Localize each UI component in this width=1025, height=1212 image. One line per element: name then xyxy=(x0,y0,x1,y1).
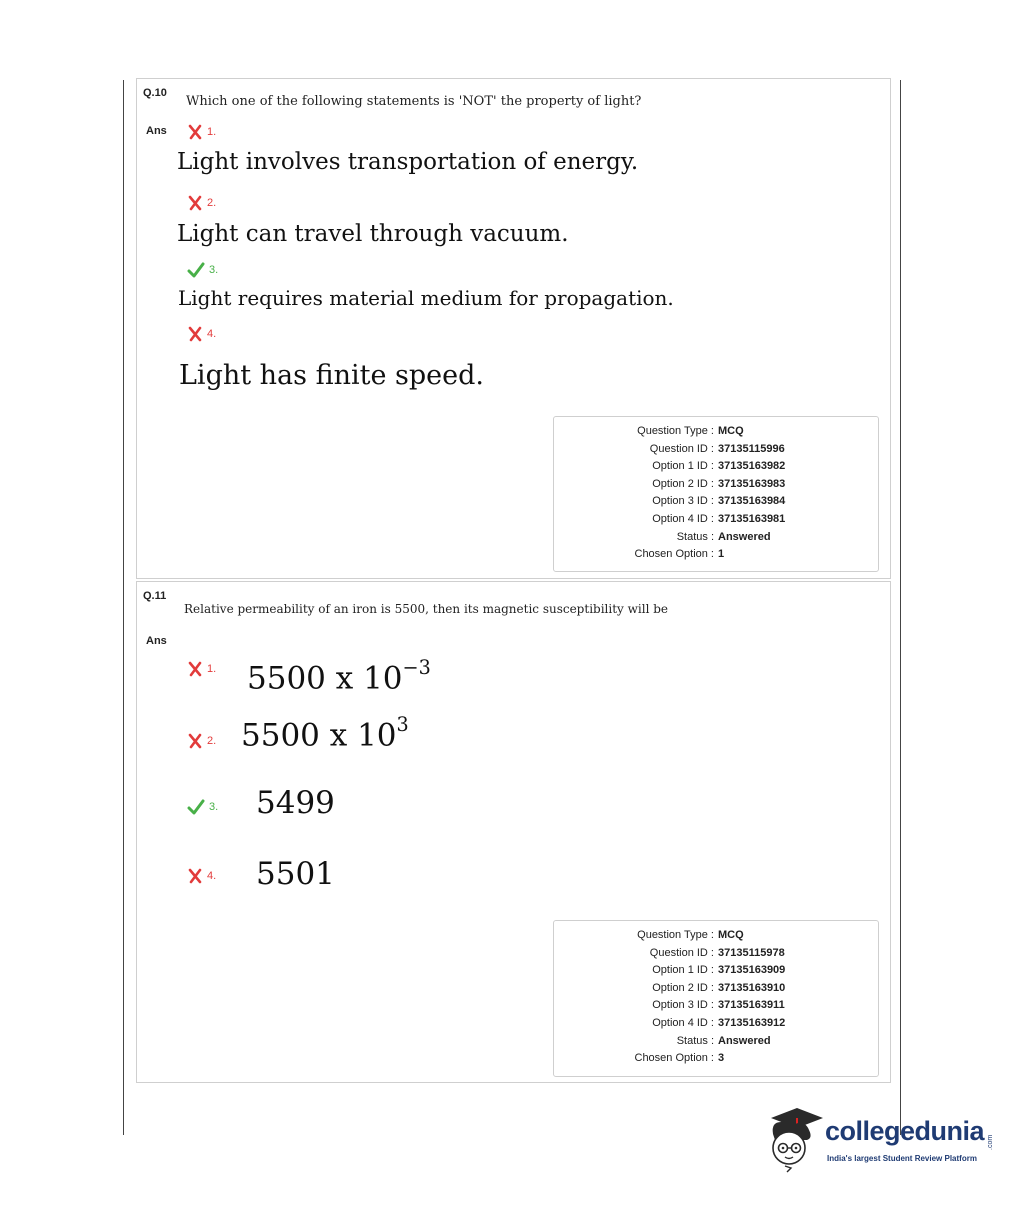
meta-row: Chosen Option : 3 xyxy=(634,1052,725,1064)
brand-suffix: .com xyxy=(987,1134,994,1150)
wrong-cross-icon xyxy=(187,661,203,677)
option-number: 4. xyxy=(207,870,217,882)
question-meta-box xyxy=(553,416,879,572)
option-number: 3. xyxy=(209,801,219,813)
option-text-1: 5500 x $10^{-3}$ xyxy=(247,656,431,697)
option-text-1: Light involves transportation of energy. xyxy=(177,149,639,175)
question-panel-q10 xyxy=(136,78,891,579)
question-panel-q11 xyxy=(136,581,891,1083)
option-mark-4 xyxy=(187,326,216,342)
meta-row: Option 1 ID : 37135163982 xyxy=(652,460,786,472)
option-number: 2. xyxy=(207,735,217,747)
question-number: Q.10 xyxy=(143,87,167,99)
wrong-cross-icon xyxy=(187,326,203,342)
page-right-rule xyxy=(900,80,901,1135)
option-number: 4. xyxy=(207,328,217,340)
wrong-cross-icon xyxy=(187,195,203,211)
wrong-cross-icon xyxy=(187,733,203,749)
correct-check-icon xyxy=(187,262,205,278)
answer-label: Ans xyxy=(146,635,167,647)
option-number: 3. xyxy=(209,264,219,276)
meta-row: Status : Answered xyxy=(676,531,771,543)
meta-row: Option 4 ID : 37135163912 xyxy=(652,1017,786,1029)
option-number: 2. xyxy=(207,197,217,209)
option-number: 1. xyxy=(207,126,217,138)
correct-check-icon xyxy=(187,799,205,815)
brand-tagline: India's largest Student Review Platform xyxy=(827,1154,977,1163)
option-mark-1 xyxy=(187,124,216,140)
question-number: Q.11 xyxy=(143,590,167,602)
meta-row: Question Type : MCQ xyxy=(637,425,744,437)
answer-label: Ans xyxy=(146,125,167,137)
meta-row: Option 2 ID : 37135163910 xyxy=(652,982,786,994)
option-number: 1. xyxy=(207,663,217,675)
wrong-cross-icon xyxy=(187,868,203,884)
question-text: Relative permeability of an iron is 5500, then its magnetic susceptibility will be xyxy=(184,602,669,616)
option-text-3: 5499 xyxy=(256,785,335,821)
meta-row: Question ID : 37135115978 xyxy=(649,947,785,959)
option-mark-3 xyxy=(187,262,218,278)
meta-row: Option 3 ID : 37135163911 xyxy=(652,999,785,1011)
option-text-2: 5500 x $10^3$ xyxy=(241,713,409,754)
mascot-icon xyxy=(765,1104,825,1174)
meta-row: Option 2 ID : 37135163983 xyxy=(652,478,786,490)
meta-row: Option 3 ID : 37135163984 xyxy=(652,495,786,507)
option-text-2: Light can travel through vacuum. xyxy=(177,221,569,247)
option-mark-3 xyxy=(187,799,218,815)
option-text-4: 5501 xyxy=(256,856,335,892)
meta-row: Option 1 ID : 37135163909 xyxy=(652,964,786,976)
page-left-rule xyxy=(123,80,124,1135)
option-mark-4 xyxy=(187,868,216,884)
meta-row: Chosen Option : 1 xyxy=(634,548,725,560)
meta-row: Option 4 ID : 37135163981 xyxy=(652,513,786,525)
question-text: Which one of the following statements is 'NOT' the property of light? xyxy=(186,94,642,109)
option-text-3: Light requires material medium for propagation. xyxy=(178,286,674,310)
meta-row: Question ID : 37135115996 xyxy=(649,443,785,455)
meta-row: Question Type : MCQ xyxy=(637,929,744,941)
collegedunia-logo xyxy=(765,1104,995,1174)
option-text-4: Light has finite speed. xyxy=(179,360,485,391)
wrong-cross-icon xyxy=(187,124,203,140)
brand-name: collegedunia xyxy=(825,1116,985,1146)
option-mark-2 xyxy=(187,195,216,211)
option-mark-2 xyxy=(187,733,216,749)
option-mark-1 xyxy=(187,661,216,677)
question-meta-box xyxy=(553,920,879,1077)
meta-row: Status : Answered xyxy=(676,1035,771,1047)
